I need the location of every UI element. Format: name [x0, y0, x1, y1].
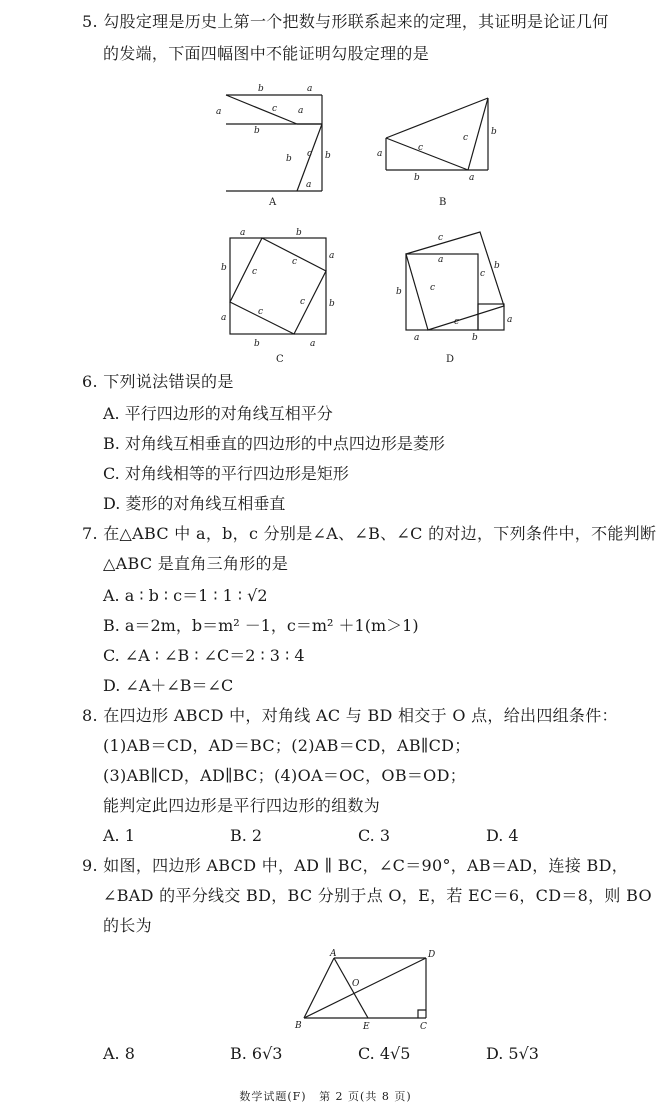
- fig-c-label-c2: c: [292, 257, 298, 267]
- q9-fig-label-c: C: [420, 1022, 427, 1032]
- fig-d-label-b-bottom: b: [472, 333, 478, 343]
- q8-option-a: A. 1: [103, 826, 135, 845]
- fig-c-label-a-right: a: [329, 251, 335, 261]
- fig-b-label-c: c: [418, 143, 424, 153]
- q9-fig-label-o: O: [352, 979, 360, 989]
- q5-figure-d: [394, 228, 524, 365]
- q5-figure-a: [212, 78, 342, 210]
- q9-stem-line3: 的长为: [103, 916, 152, 935]
- fig-d-label-b-right: b: [494, 261, 500, 271]
- fig-a-label-c-top: c: [272, 104, 278, 114]
- q8-condition-line2: (3)AB∥CD，AD∥BC；(4)OA＝OC，OB＝OD；: [103, 766, 467, 785]
- fig-a-label-a-bottom: a: [306, 180, 312, 190]
- q9-fig-label-d: D: [428, 950, 436, 960]
- q5-figure-c: [216, 222, 336, 365]
- fig-b-caption: B: [439, 197, 447, 208]
- fig-a-label-a-left: a: [216, 107, 222, 117]
- fig-c-caption: C: [276, 354, 284, 365]
- fig-d-label-c-top: c: [438, 233, 444, 243]
- q8-stem-line4: 能判定此四边形是平行四边形的组数为: [103, 796, 381, 815]
- fig-c-label-c4: c: [258, 307, 264, 317]
- q8-option-d: D. 4: [486, 826, 519, 845]
- fig-b-label-b-right: b: [491, 127, 497, 137]
- page-footer: [0, 1088, 651, 1104]
- q5-stem-line1: 5. 勾股定理是历史上第一个把数与形联系起来的定理，其证明是论证几何: [82, 12, 609, 31]
- fig-b-label-a-left: a: [377, 149, 383, 159]
- q7-option-d: D. ∠A＋∠B＝∠C: [103, 676, 234, 695]
- q8-stem-line1: 8. 在四边形 ABCD 中，对角线 AC 与 BD 相交于 O 点，给出四组条件：: [82, 706, 618, 725]
- fig-d-caption: D: [446, 354, 455, 365]
- q9-fig-label-a: A: [330, 949, 337, 959]
- q6-option-a: A. 平行四边形的对角线互相平分: [103, 404, 333, 423]
- q9-stem-line2: ∠BAD 的平分线交 BD，BC 分别于点 O，E，若 EC＝6，CD＝8，则 BO: [103, 886, 652, 905]
- q8-condition-line1: (1)AB＝CD，AD＝BC；(2)AB＝CD，AB∥CD；: [103, 736, 471, 755]
- footer-page-number: 第 2 页(共 8 页): [319, 1090, 412, 1103]
- fig-d-label-c3: c: [454, 317, 460, 327]
- q7-stem-line1: 7. 在△ABC 中 a，b，c 分别是∠A、∠B、∠C 的对边，下列条件中，不能判断: [82, 524, 656, 543]
- fig-d-label-a-bottom: a: [414, 333, 420, 343]
- fig-a-caption: A: [269, 197, 277, 208]
- fig-a-label-b-mid: b: [254, 126, 260, 136]
- fig-a-label-a-mid: a: [298, 106, 304, 116]
- q9-stem-line1: 9. 如图，四边形 ABCD 中，AD ∥ BC，∠C＝90°，AB＝AD，连接 BD，: [82, 856, 629, 875]
- q6-stem: 6. 下列说法错误的是: [82, 372, 234, 391]
- fig-c-label-a-top: a: [240, 228, 246, 238]
- fig-d-label-a-top: a: [438, 255, 444, 265]
- fig-d-label-b-left: b: [396, 287, 402, 297]
- fig-a-label-b-lower: b: [286, 154, 292, 164]
- fig-c-label-b-right: b: [329, 299, 335, 309]
- fig-c-label-a-left: a: [221, 313, 227, 323]
- q9-option-b: B. 6√3: [230, 1044, 283, 1063]
- fig-c-label-b-top: b: [296, 228, 302, 238]
- fig-a-label-b-top: b: [258, 84, 264, 94]
- fig-d-label-c2: c: [480, 269, 486, 279]
- fig-c-label-b-bottom: b: [254, 339, 260, 349]
- fig-c-label-c1: c: [252, 267, 258, 277]
- fig-d-label-c1: c: [430, 283, 436, 293]
- fig-c-label-a-bottom: a: [310, 339, 316, 349]
- q7-option-b: B. a＝2m，b＝m² －1，c＝m² ＋1(m＞1): [103, 616, 419, 635]
- fig-a-label-a-top: a: [307, 84, 313, 94]
- q9-fig-label-b: B: [295, 1021, 302, 1031]
- fig-c-label-b-left: b: [221, 263, 227, 273]
- q9-option-a: A. 8: [103, 1044, 135, 1063]
- fig-b-label-c-right: c: [463, 133, 469, 143]
- q6-option-c: C. 对角线相等的平行四边形是矩形: [103, 464, 349, 483]
- q5-figure-b: [376, 92, 496, 210]
- fig-b-label-b-bottom: b: [414, 173, 420, 183]
- q7-option-c: C. ∠A ∶ ∠B ∶ ∠C＝2 ∶ 3 ∶ 4: [103, 646, 305, 665]
- fig-c-label-c3: c: [300, 297, 306, 307]
- q9-figure: [292, 948, 442, 1034]
- q6-option-d: D. 菱形的对角线互相垂直: [103, 494, 286, 513]
- q7-stem-line2: △ABC 是直角三角形的是: [103, 554, 289, 573]
- footer-subject: 数学试题(F): [239, 1090, 307, 1103]
- q8-option-b: B. 2: [230, 826, 263, 845]
- fig-b-label-a-bottom: a: [469, 173, 475, 183]
- q9-option-d: D. 5√3: [486, 1044, 539, 1063]
- q7-option-a: A. a ∶ b ∶ c＝1 ∶ 1 ∶ √2: [103, 586, 268, 605]
- fig-a-label-c-lower: c: [307, 149, 313, 159]
- q8-option-c: C. 3: [358, 826, 391, 845]
- fig-d-label-a-right: a: [507, 315, 513, 325]
- fig-a-label-b-right: b: [325, 151, 331, 161]
- q9-option-c: C. 4√5: [358, 1044, 411, 1063]
- q5-stem-line2: 的发端，下面四幅图中不能证明勾股定理的是: [103, 44, 430, 63]
- q9-fig-label-e: E: [363, 1022, 370, 1032]
- q6-option-b: B. 对角线互相垂直的四边形的中点四边形是菱形: [103, 434, 445, 453]
